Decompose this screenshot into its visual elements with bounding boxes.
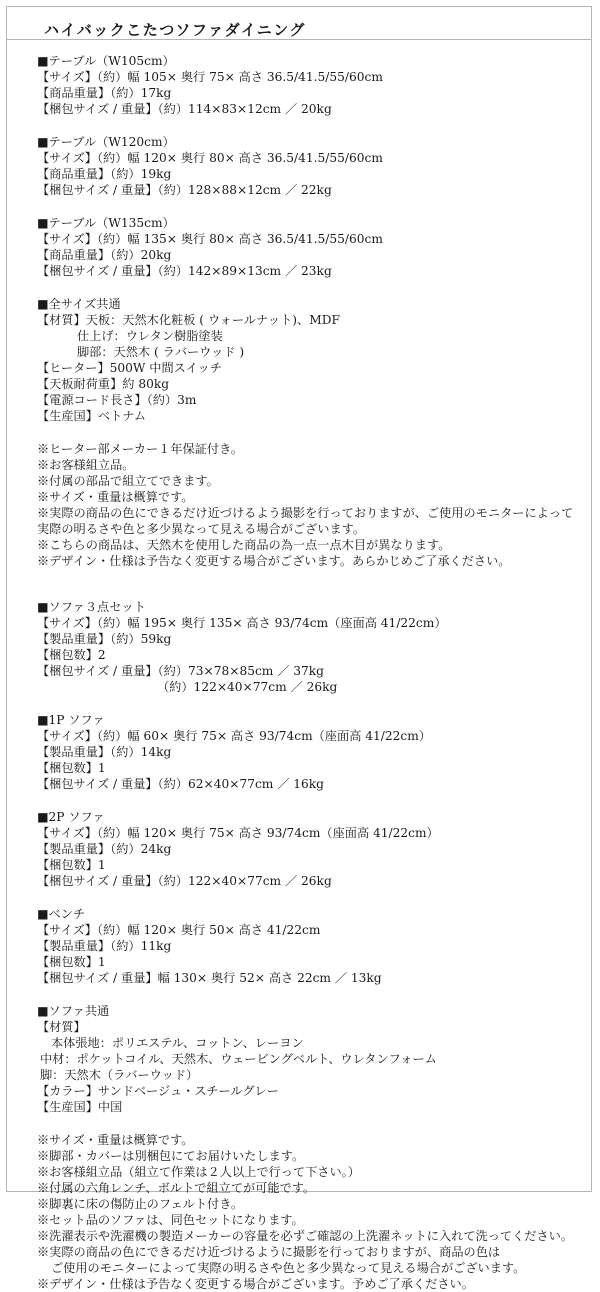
note-line: 実際の明るさや色と多少異なって見える場合がございます。	[37, 522, 366, 536]
spec-weight: 【製品重量】（約）14kg	[37, 745, 172, 759]
table-w120-section	[37, 134, 589, 198]
spec-package: 【梱包サイズ / 重量】（約）114×83×12cm ／ 20kg	[37, 102, 332, 116]
bench-section	[37, 906, 589, 986]
note-line: ※セット品のソファは、同色セットになります。	[37, 1213, 304, 1227]
section-heading: ■ベンチ	[37, 907, 86, 921]
spec-size: 【サイズ】（約）幅 60× 奥行 75× 高さ 93/74cm（座面高 41/22cm）	[37, 729, 431, 743]
spec-content	[37, 53, 589, 1292]
note-line: ※デザイン・仕様は予告なく変更する場合がございます。あらかじめご了承ください。	[37, 554, 511, 568]
spec-weight: 【商品重量】（約）19kg	[37, 167, 172, 181]
section-heading: ■テーブル（W120cm）	[37, 135, 175, 149]
spec-material-label: 【材質】	[37, 1020, 86, 1034]
spec-package: 【梱包サイズ / 重量】（約）122×40×77cm ／ 26kg	[37, 874, 332, 888]
section-heading: ■ソファ３点セット	[37, 600, 146, 614]
spec-heater: 【ヒーター】500W 中間スイッチ	[37, 361, 222, 375]
spec-filling: 中材：ポケットコイル、天然木、ウェービングベルト、ウレタンフォーム	[40, 1052, 437, 1066]
note-line: ※付属の部品で組立てできます。	[37, 474, 219, 488]
spec-size: 【サイズ】（約）幅 135× 奥行 80× 高さ 36.5/41.5/55/60cm	[37, 232, 383, 246]
spec-package-second: （約）122×40×77cm ／ 26kg	[157, 680, 338, 694]
spec-size: 【サイズ】（約）幅 105× 奥行 75× 高さ 36.5/41.5/55/60cm	[37, 70, 383, 84]
section-heading: ■1P ソファ	[37, 713, 105, 727]
table-notes	[37, 441, 589, 569]
spec-legs: 脚：天然木（ラバーウッド）	[40, 1068, 199, 1082]
note-line: ※実際の商品の色にできるだけ近づけるよう撮影を行っておりますが、ご使用のモニターによって	[37, 506, 574, 520]
section-heading: ■ソファ共通	[37, 1004, 110, 1018]
sofa-1p-section	[37, 712, 589, 792]
spec-material-top: 【材質】天板：天然木化粧板 ( ウォールナット)、MDF	[37, 313, 340, 327]
sofa-notes	[37, 1132, 589, 1292]
spec-material-legs: 脚部：天然木 ( ラバーウッド )	[77, 345, 245, 359]
spec-size: 【サイズ】（約）幅 120× 奥行 75× 高さ 93/74cm（座面高 41/22cm）	[37, 826, 439, 840]
spec-package: 【梱包サイズ / 重量】（約）73×78×85cm ／ 37kg	[37, 664, 324, 678]
note-line: ※サイズ・重量は概算です。	[37, 1133, 194, 1147]
note-line: ※デザイン・仕様は予告なく変更する場合がございます。予めご了承ください。	[37, 1277, 474, 1291]
section-heading: ■テーブル（W135cm）	[37, 216, 175, 230]
sofa-2p-section	[37, 809, 589, 889]
table-common-section	[37, 296, 589, 424]
note-line: ※ヒーター部メーカー１年保証付き。	[37, 442, 243, 456]
spec-origin: 【生産国】中国	[37, 1100, 123, 1114]
spec-color: 【カラー】サンドベージュ・スチールグレー	[37, 1084, 279, 1098]
spec-weight: 【商品重量】（約）17kg	[37, 86, 172, 100]
note-line: ※付属の六角レンチ、ボルトで組立てが可能です。	[37, 1181, 316, 1195]
note-line: ※サイズ・重量は概算です。	[37, 490, 194, 504]
spec-count: 【梱包数】1	[37, 761, 106, 775]
spec-count: 【梱包数】1	[37, 955, 106, 969]
table-w105-section	[37, 53, 589, 117]
spec-package: 【梱包サイズ / 重量】幅 130× 奥行 52× 高さ 22cm ／ 13kg	[37, 971, 382, 985]
spec-origin: 【生産国】ベトナム	[37, 409, 147, 423]
note-line: ※実際の商品の色にできるだけ近づけるように撮影を行っておりますが、商品の色は	[37, 1245, 501, 1259]
spec-size: 【サイズ】（約）幅 195× 奥行 135× 高さ 93/74cm（座面高 41/22cm）	[37, 616, 447, 630]
spec-material-finish: 仕上げ：ウレタン樹脂塗装	[77, 329, 223, 343]
table-w135-section	[37, 215, 589, 279]
note-line: ※お客様組立品（組立て作業は２人以上で行って下さい。）	[37, 1165, 360, 1179]
spec-load: 【天板耐荷重】約 80kg	[37, 377, 170, 391]
note-line: ※お客様組立品。	[37, 458, 135, 472]
spec-package: 【梱包サイズ / 重量】（約）62×40×77cm ／ 16kg	[37, 777, 324, 791]
section-heading: ■テーブル（W105cm）	[37, 54, 175, 68]
section-heading: ■全サイズ共通	[37, 297, 121, 311]
note-line: ※洗濯表示や洗濯機の製造メーカーの容量を必ずご確認の上洗濯ネットに入れて洗ってください。	[37, 1229, 574, 1243]
note-line: ※脚部・カバーは別梱包にてお届けいたします。	[37, 1149, 305, 1163]
note-line: ご使用のモニターによって実際の明るさや色と多少異なって見える場合がございます。	[51, 1261, 526, 1275]
spec-weight: 【商品重量】（約）20kg	[37, 248, 172, 262]
note-line: ※脚裏に床の傷防止のフェルト付き。	[37, 1197, 244, 1211]
spec-cord: 【電源コード長さ】（約）3m	[37, 393, 197, 407]
spec-weight: 【製品重量】（約）24kg	[37, 842, 172, 856]
spec-size: 【サイズ】（約）幅 120× 奥行 80× 高さ 36.5/41.5/55/60cm	[37, 151, 383, 165]
spec-size: 【サイズ】（約）幅 120× 奥行 50× 高さ 41/22cm	[37, 923, 321, 937]
section-heading: ■2P ソファ	[37, 810, 105, 824]
page-title: ハイバックこたつソファダイニング	[44, 21, 306, 39]
spec-upholstery: 本体張地：ポリエステル、コットン、レーヨン	[51, 1036, 304, 1050]
sofa-set3-section	[37, 599, 589, 695]
spec-package: 【梱包サイズ / 重量】（約）128×88×12cm ／ 22kg	[37, 183, 332, 197]
spec-weight: 【製品重量】（約）59kg	[37, 632, 172, 646]
spec-count: 【梱包数】1	[37, 858, 106, 872]
spec-weight: 【製品重量】（約）11kg	[37, 939, 172, 953]
spec-count: 【梱包数】2	[37, 648, 106, 662]
spec-package: 【梱包サイズ / 重量】（約）142×89×13cm ／ 23kg	[37, 264, 332, 278]
note-line: ※こちらの商品は、天然木を使用した商品の為一点一点木目が異なります。	[37, 538, 451, 552]
header-bar	[6, 6, 592, 40]
sofa-common-section	[37, 1003, 589, 1115]
